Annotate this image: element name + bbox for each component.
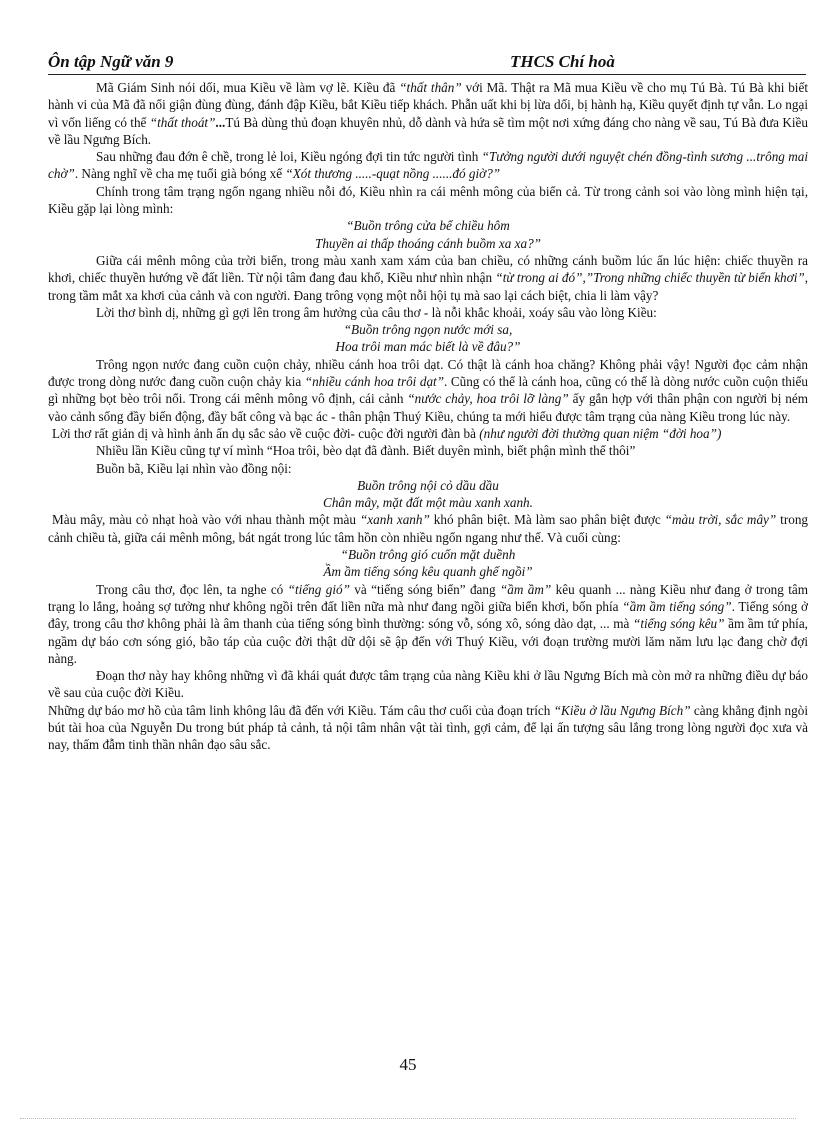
paragraph-13: Những dự báo mơ hồ của tâm linh không lâu đã đến với Kiều. Tám câu thơ cuối của đoạn trích “Kiều ở lầu Ngưng Bích” càng khẳng định ngòi bút tài hoa của Nguyễn Du trong bút pháp tả cảnh, tả nội tâm nhân vật tài tình, gợi cảm, để lại ấn tượng sâu lắng trong lòng người đọc xưa và nay, thấm đẫm tinh thần nhân đạo sâu sắc. xyxy=(48,702,808,753)
page-number: 45 xyxy=(399,1055,417,1074)
paragraph-10: Màu mây, màu cỏ nhạt hoà vào với nhau thành một màu “xanh xanh” khó phân biệt. Mà làm sao phân biệt được “màu trời, sắc mây” trong cảnh chiều tà, giữa cái mênh mông, bát ngát trong lúc tâm hồn còn nhiều ngổn ngang như thế. Và cuối cùng: xyxy=(48,512,809,545)
page-header xyxy=(48,52,806,75)
paragraph-12: Đoạn thơ này hay không những vì đã khái quát được tâm trạng của nàng Kiều khi ở lầu Ngưng Bích mà còn mở ra những điều dự báo về sau của cuộc đời Kiều. xyxy=(48,668,808,701)
paragraph-1: Mã Giám Sinh nói dối, mua Kiều về làm vợ lẽ. Kiều đã “thất thân” với Mã. Thật ra Mã mua Kiều về cho mụ Tú Bà. Tú Bà khi biết hành vi của Mã đã nổi giận đùng đùng, đánh đập Kiều, bắt Kiều tiếp khách. Phẫn uất khi bị lừa dối, bị hành hạ, Kiều quyết định tự vẫn. Lo ngại vì vốn liếng có thể “thất thoát”...Tú Bà dùng thủ đoạn khuyên nhủ, dỗ dành và hứa sẽ tìm một nơi xứng đáng cho nàng về sau, Tú Bà đưa Kiều về lầu Ngưng Bích. xyxy=(48,80,809,147)
poem-excerpt-1 xyxy=(48,217,808,252)
paragraph-5: Lời thơ bình dị, những gì gợi lên trong âm hưởng của câu thơ - là nỗi khắc khoải, xoáy sâu vào lòng Kiều: xyxy=(96,304,657,320)
header-school-name: THCS Chí hoà xyxy=(510,52,615,71)
poem-excerpt-3 xyxy=(48,477,808,512)
paragraph-8: Nhiều lần Kiều cũng tự ví mình “Hoa trôi, bèo dạt đã đành. Biết duyên mình, biết phận mình thế thôi” xyxy=(96,443,636,459)
poem-line: Ầm ầm tiếng sóng kêu quanh ghế ngồi” xyxy=(323,564,533,580)
footer-divider xyxy=(20,1118,796,1119)
paragraph-2: Sau những đau đớn ê chề, trong lẻ loi, Kiều ngóng đợi tin tức người tình “Tưởng người dưới nguyệt chén đồng-tình sương ...trông mai chờ”. Nàng nghĩ về cha mẹ tuổi già bóng xế “Xót thương .....-quạt nồng ......đó giờ?” xyxy=(48,149,808,182)
poem-line: Chân mây, mặt đất một màu xanh xanh. xyxy=(323,495,533,511)
paragraph-9: Buồn bã, Kiều lại nhìn vào đồng nội: xyxy=(96,460,292,476)
header-course-title: Ôn tập Ngữ văn 9 xyxy=(48,52,174,71)
poem-line: “Buồn trông gió cuốn mặt duềnh xyxy=(340,547,516,563)
paragraph-11: Trong câu thơ, đọc lên, ta nghe có “tiếng gió” và “tiếng sóng biển” đang “ầm ầm” kêu quanh ... nàng Kiều như đang ở trong tâm trạng lo lắng, hoảng sợ tưởng như không ngồi trên đất liền nữa mà như đang ngồi giữa biển khơi, bốn phía “ầm ầm tiếng sóng”. Tiếng sóng ở đây, trong câu thơ không phải là âm thanh của tiếng sóng bình thường: sóng vỗ, sóng xô, sóng dào dạt, ... mà “tiếng sóng kêu” ầm ầm tứ phía, ngầm dự báo cơn sóng gió, bão táp của cuộc đời thật dữ dội sẽ ập đến với Thuý Kiều, với đoạn trường mười lăm năm lưu lạc đang chờ đợi nàng. xyxy=(48,581,809,666)
poem-line: “Buồn trông cửa bể chiều hôm xyxy=(346,218,510,234)
paragraph-4: Giữa cái mênh mông của trời biển, trong màu xanh xam xám của ban chiều, có những cánh buồm lúc ẩn lúc hiện: chiếc thuyền ra khơi, chiếc thuyền hướng về đất liền. Từ nội tâm đang đau khổ, Kiều như nhìn nhận “từ trong ai đó”,”Trong những chiếc thuyền từ biển khơi”, trong tầm mắt xa khơi của cảnh và con người. Đang trông vọng một nỗi hội tụ mà sao lại cách biệt, chia li làm vậy? xyxy=(48,252,808,303)
poem-excerpt-2 xyxy=(48,321,808,356)
paragraph-3: Chính trong tâm trạng ngổn ngang nhiều nỗi đó, Kiều nhìn ra cái mênh mông của biển cả. Từ trong cảnh soi vào lòng mình hiện tại, Kiều gặp lại lòng mình: xyxy=(48,183,808,217)
essay-body xyxy=(48,79,808,754)
poem-line: Hoa trôi man mác biết là về đâu?” xyxy=(335,339,521,355)
poem-excerpt-4 xyxy=(48,546,808,581)
paragraph-6: Trông ngọn nước đang cuồn cuộn chảy, nhiều cánh hoa trôi dạt. Có thật là cánh hoa chăng? Không phải vậy! Người đọc cảm nhận được trong dòng nước đang cuồn cuộn chảy kia “nhiều cánh hoa trôi dạt”. Cũng có thể là cánh hoa, cũng có thể là dòng nước cuồn cuộn thiếu gì những bọt bèo trôi nổi. Trong cái mênh mông vô định, cái cảnh “nước chảy, hoa trôi lỡ làng” ấy gắn hợp với thân phận con người bị ném vào cảnh sống đầy biến động, đầy bất công và bạc ác - thân phận Thuý Kiều, chúng ta mới hiểu được tâm trạng của nàng Kiều trong lúc này. xyxy=(48,356,808,424)
poem-line: “Buồn trông ngọn nước mới sa, xyxy=(343,322,513,338)
paragraph-7: Lời thơ rất giản dị và hình ảnh ẩn dụ sắc sảo về cuộc đời- cuộc đời người đàn bà (như người đời thường quan niệm “đời hoa”) xyxy=(52,425,722,441)
poem-line: Thuyền ai thấp thoáng cánh buồm xa xa?” xyxy=(315,235,541,251)
poem-line: Buồn trông nội cỏ dầu dầu xyxy=(357,477,499,493)
